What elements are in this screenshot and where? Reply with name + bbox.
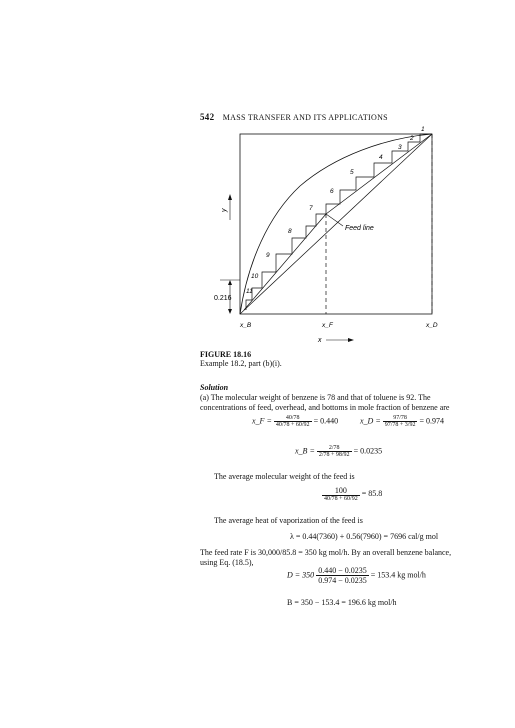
y-value-arrowhead-up — [228, 280, 232, 285]
stage-label: 4 — [379, 154, 383, 161]
stage-label: 10 — [251, 273, 259, 280]
stage-label: 8 — [288, 228, 292, 235]
stage-label: 1 — [421, 126, 425, 133]
x-axis-arrowhead — [348, 338, 354, 342]
rectifying-line — [326, 134, 432, 214]
stage-label: 2 — [410, 135, 414, 142]
avg-mw-text: The average molecular weight of the feed is — [214, 472, 355, 481]
feed-rate-text: The feed rate F is 30,000/85.8 = 350 kg mol/h. By an overall benzene balance, using Eq. (18.5), — [200, 548, 452, 567]
feed-rate-paragraph — [200, 548, 462, 568]
x-f-label: x_F — [322, 322, 333, 329]
y-axis-label: y — [221, 208, 228, 212]
lambda-equation: λ = 0.44(7360) + 0.56(7960) = 7696 cal/g mol — [290, 532, 439, 541]
avg-heat-text: The average heat of vaporization of the feed is — [214, 516, 363, 525]
mw-equation: $\frac{100}{40/78 + 60/92}$ = 85.8 — [324, 486, 383, 502]
page-number: 542 — [200, 112, 215, 122]
x-b-label: x_B — [240, 322, 252, 329]
stage-label: 7 — [309, 205, 313, 212]
figure-number: FIGURE 18.16 — [200, 350, 252, 359]
b-equation: B = 350 − 153.4 = 196.6 kg mol/h — [287, 598, 397, 607]
diagonal-line — [240, 134, 432, 314]
stage-label: 5 — [350, 169, 354, 176]
x-axis-label: x — [318, 337, 322, 344]
solution-intro: (a) The molecular weight of benzene is 78 and that of toluene is 92. The concentrations of feed, overhead, and bottoms in mole fraction of benzene are — [200, 393, 450, 412]
xd-equation: x_D = $\frac{97/78}{97/78 + 3/92}$ = 0.974 — [360, 415, 444, 428]
stage-label: 6 — [330, 188, 334, 195]
stage-label: 3 — [398, 144, 402, 151]
xf-equation: x_F = $\frac{40/78}{40/78 + 60/92}$ = 0.440 — [252, 415, 339, 428]
stage-label: 11 — [246, 288, 253, 295]
figure-caption — [200, 350, 282, 368]
d-equation: D = 350 $\frac{0.440 - 0.0235}{0.974 - 0.0235}$ = 153.4 kg mol/h — [287, 566, 426, 585]
figure-caption-text: Example 18.2, part (b)(i). — [200, 359, 282, 368]
x-d-label: x_D — [426, 322, 438, 329]
running-title: MASS TRANSFER AND ITS APPLICATIONS — [222, 113, 388, 122]
y-value-label: 0.216 — [214, 295, 232, 302]
stage-label: 9 — [266, 252, 270, 259]
solution-body — [200, 383, 462, 413]
y-axis-arrowhead — [228, 194, 232, 200]
xb-equation: x_B = $\frac{2/78}{2/78 + 98/92}$ = 0.0235 — [295, 445, 383, 458]
solution-heading: Solution — [200, 383, 229, 392]
feed-line-label: Feed line — [345, 225, 374, 232]
y-value-arrowhead-down — [228, 309, 232, 314]
stripping-line — [244, 214, 326, 310]
